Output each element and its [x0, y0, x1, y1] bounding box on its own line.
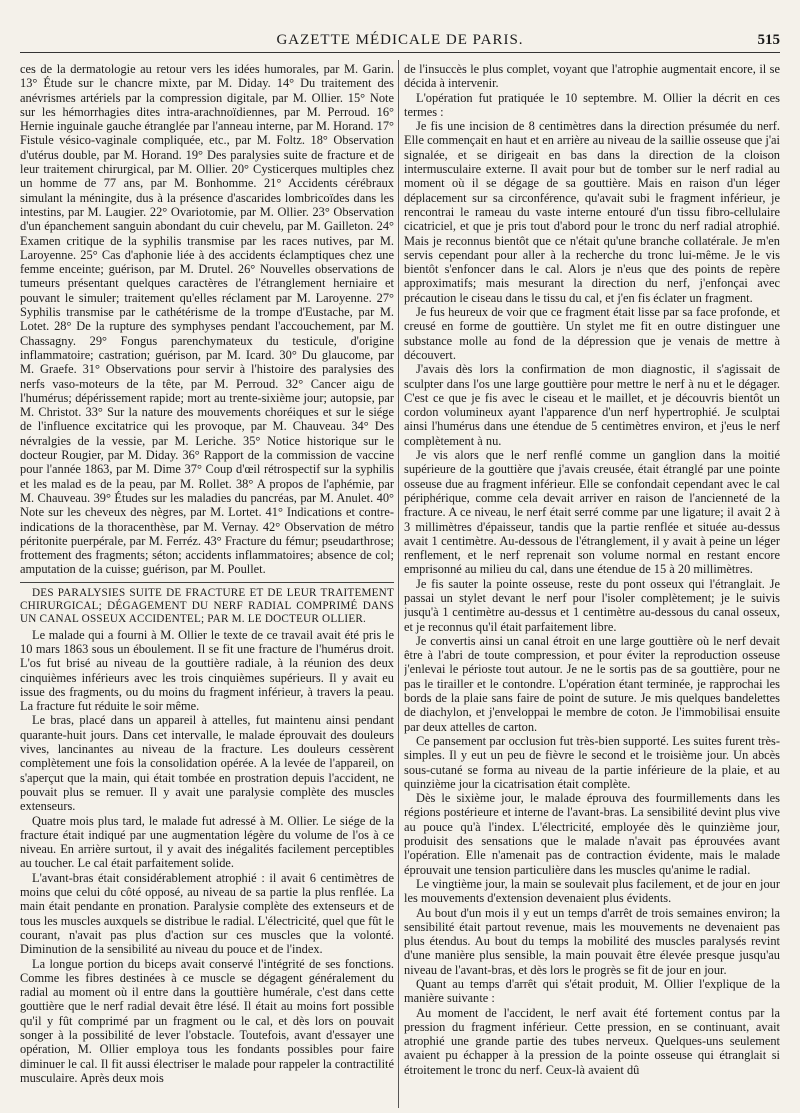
- body-paragraph: Quatre mois plus tard, le malade fut adressé à M. Ollier. Le siége de la fracture était indiqué par une augmentation légère du volume de l'os à ce niveau. En arrière surtout, il y avait des inégalités facilement perceptibles au toucher. Le cal était parfaitement solide.: [20, 813, 394, 871]
- body-paragraph: Je fus heureux de voir que ce fragment était lisse par sa face profonde, et creusé en forme de gouttière. Un stylet me fit en outre distinguer une substance molle au fond de la dépression que je venais de mettre à découvert.: [404, 305, 780, 362]
- body-paragraph: Je fis sauter la pointe osseuse, reste du pont osseux qui l'étranglait. Je passai un stylet devant le nerf pour l'isoler complètement; je le suivis jusqu'à 1 centimètre au-dessus et 1 centimètre au-dessous du canal osseux, et je reconnus qu'il était parfaitement libre.: [404, 576, 780, 634]
- right-column: [404, 62, 780, 1107]
- body-paragraph: L'avant-bras était considérablement atrophié : il avait 6 centimètres de moins que celui du côté opposé, au niveau de sa partie la plus renflée. La main était pendante en pronation. Paralysie complète des extenseurs et de tous les muscles auxquels se distribue le radial. L'électricité, quel que fût le courant, n'avait pas plus d'action sur ces muscles que la volonté. Diminution de la sensibilité au niveau du pouce et de l'index.: [20, 870, 394, 957]
- body-paragraph: de l'insuccès le plus complet, voyant que l'atrophie augmentait encore, il se décida à intervenir.: [404, 62, 780, 91]
- section-separator: [20, 582, 394, 583]
- body-paragraph: Le vingtième jour, la main se soulevait plus facilement, et de jour en jour les mouvements d'extension devenaient plus évidents.: [404, 876, 780, 906]
- section-title: DES PARALYSIES SUITE DE FRACTURE ET DE LEUR TRAITEMENT CHIRURGICAL; DÉGAGEMENT DU NERF RADIAL COMPRIMÉ DANS UN CANAL OSSEUX ACCIDENTEL; PAR M. LE DOCTEUR OLLIER.: [20, 586, 394, 625]
- body-paragraph: Je fis une incision de 8 centimètres dans la direction présumée du nerf. Elle commençait en haut et en arrière au niveau de la saillie osseuse que j'ai signalée, et se dirigeait en bas dans la direction de la cloison intermusculaire externe. Il avait pour but de tomber sur le nerf radial au moment où il se dégage de sa gouttière. Mais en raison d'un léger déplacement sur sa circonférence, qu'avait subi le fragment inférieur, je rencontrai le rameau du vaste interne entouré d'un tissu fibro-cellulaire cicatriciel, et que je pris tout d'abord pour le tronc du nerf radial atrophié. Mais je reconnus bientôt que ce n'était qu'une branche collatérale. Je m'en servis cependant pour aller à la recherche du tronc lui-même. Je le vis bientôt s'enfoncer dans le cal. Alors je n'eus que des points de repère approximatifs; mais mesurant la direction du nerf, j'enfonçai avec précaution le ciseau dans le tissu du cal, et j'en fis éclater un fragment.: [404, 119, 780, 305]
- body-paragraph: Je vis alors que le nerf renflé comme un ganglion dans la moitié supérieure de la gouttière que j'avais creusée, était étranglé par une pointe osseuse due au fragment inférieur. Elle se confondait cependant avec le cal périphérique, comme cela devait arriver en raison de l'ancienneté de la fracture. A ce niveau, le nerf était serré comme par une ligature; il avait 2 à 3 millimètres d'épaisseur, tandis que la partie renflée et située au-dessus avait 1 centimètre. Au-dessous de l'étranglement, il y avait à peine un léger renflement, et le nerf reprenait son volume normal en restant encore emprisonné au milieu du cal, dans une étendue de 15 à 20 millimètres.: [404, 448, 780, 577]
- body-paragraph: Le malade qui a fourni à M. Ollier le texte de ce travail avait été pris le 10 mars 1863 sous un éboulement. Il se fit une fracture de l'humérus droit. L'os fut brisé au niveau de la gouttière radiale, à la réunion des deux cinquièmes inférieurs avec les trois cinquièmes supérieurs. Il y avait eu issue des fragments, ou du moins du fragment inférieur, à travers la peau. La fracture fut réduite le soir même.: [20, 627, 394, 714]
- body-paragraph: L'opération fut pratiquée le 10 septembre. M. Ollier la décrit en ces termes :: [404, 90, 780, 119]
- body-paragraph: Au bout d'un mois il y eut un temps d'arrêt de trois semaines environ; la sensibilité était partout revenue, mais les mouvements ne devenaient pas plus étendus. Au bout du temps la mobilité des muscles paralysés revint d'une manière plus sensible, la main pouvait être élevée presque jusqu'au niveau de l'avant-bras, et dès lors le progrès se fit de jour en jour.: [404, 905, 780, 977]
- body-paragraph: Quant au temps d'arrêt qui s'était produit, M. Ollier l'explique de la manière suivante :: [404, 977, 780, 1006]
- left-column: [20, 62, 394, 1107]
- body-paragraph: Dès le sixième jour, le malade éprouva des fourmillements dans les régions postérieure et interne de l'avant-bras. La sensibilité devint plus vive au pouce qu'à l'index. L'électricité, employée dès le quinzième jour, produisit des sensations que le malade n'avait pas éprouvées avant l'opération. Elle n'amenait pas de contraction évidente, mais le malade éprouvait une tension particulière dans les muscles qu'anime le radial.: [404, 791, 780, 877]
- body-paragraph: Au moment de l'accident, le nerf avait été fortement contus par la pression du fragment inférieur. Cette pression, en se continuant, avait atrophié une grande partie des tubes nerveux. Quelques-uns seulement avaient pu échapper à la pression de la pointe osseuse qui étranglait si étroitement le tronc du nerf. Ceux-là avaient dû: [404, 1005, 780, 1077]
- article-list-paragraph: ces de la dermatologie au retour vers les idées humorales, par M. Garin. 13° Étude sur le chancre mixte, par M. Diday. 14° Du traitement des anévrismes artériels par la compression digitale, par M. Ollier. 15° Note sur les hémorrhagies dites intra-arachnoïdiennes, par M. Perroud. 16° Hernie inguinale gauche étranglée par l'anneau interne, par M. Horand. 17° Fistule vésico-vaginale compliquée, etc., par M. Foltz. 18° Observation d'utérus double, par M. Horand. 19° Des paralysies suite de fracture et de leur traitement chirurgical, par M. Ollier. 20° Cysticerques multiples chez un homme de 77 ans, par M. Bonhomme. 21° Accidents cérébraux simulant la méningite, dus à la présence d'ascarides lombricoïdes dans les intestins, par M. Laugier. 22° Ovariotomie, par M. Ollier. 23° Observation d'un épanchement sanguin abondant du cuir chevelu, par M. Gailleton. 24° Examen critique de la syphilis transmise par les races nutives, par M. Laroyenne. 25° Cas d'aphonie liée à des accidents éclamptiques chez une femme enceinte; guérison, par M. Drutel. 26° Nouvelles observations de tumeurs présentant quelques caractères de l'étranglement herniaire et pouvant le simuler; traitement qu'elles réclament par M. Laroyenne. 27° Syphilis transmise par le cathétérisme de la trompe d'Eustache, par M. Lotet. 28° De la rupture des symphyses pendant l'accouchement, par M. Chassagny. 29° Fongus parenchymateux du testicule, d'origine inflammatoire; castration; guérison, par M. Icard. 30° Du glaucome, par M. Graefe. 31° Observations pour servir à l'histoire des paralysies des nerfs vaso-moteurs de la tête, par M. Perroud. 32° Cancer aigu de l'humérus; dépérissement rapide; mort au trente-sixième jour; autopsie, par M. Christot. 33° Sur la nature des mouvements choréiques et sur le siége de l'influence excitatrice qui les provoque, par M. Chauveau. 34° Des névralgies de la vessie, par M. Leriche. 35° Notice historique sur le docteur Rougier, par M. Diday. 36° Rapport de la commission de vaccine pour l'année 1863, par M. Dime 37° Coup d'œil rétrospectif sur la syphilis et les malad es de la peau, par M. Rollet. 38° A propos de l'aphémie, par M. Chauveau. 39° Études sur les maladies du pancréas, par M. Anulet. 40° Note sur les cheveux des nègres, par M. Lortet. 41° Indications et contre-indications de la thoracenthèse, par M. Vernay. 42° Observation de métro péritonite puerpérale, par M. Ferréz. 43° Fracture du fémur; pseudarthrose; frottement des fragments; séton; accidents inflammatoires; absence de col; amputation de la cuisse; guérison, par M. Poullet.: [20, 62, 394, 577]
- page-number: 515: [757, 32, 780, 48]
- journal-title: GAZETTE MÉDICALE DE PARIS.: [276, 32, 524, 48]
- column-divider: [398, 60, 399, 1108]
- body-paragraph: La longue portion du biceps avait conservé l'intégrité de ses fonctions. Comme les fibres destinées à ce muscle se dégagent généralement du radial au moment où il entre dans la gouttière humérale, c'est dans cette gouttière que le nerf radial devait être lésé. Il était au moins fort possible qu'il y fût comprimé par un fragment ou le cal, et dès lors on pouvait songer à la possibilité de lever l'obstacle. Toutefois, avant d'essayer une opération, M. Ollier employa tous les fondants possibles pour faire diminuer le cal. Il fit aussi électriser le malade pour rappeler la contractilité musculaire. Après deux mois: [20, 956, 394, 1085]
- body-paragraph: Le bras, placé dans un appareil à attelles, fut maintenu ainsi pendant quarante-huit jours. Dans cet intervalle, le malade éprouvait des douleurs vives, lancinantes au niveau de la fracture. Les douleurs cessèrent complètement une fois la consolidation opérée. A la levée de l'appareil, on s'aperçut que la main, qui était tombée en prostration depuis l'accident, ne pouvait plus se remuer. Il y avait une paralysie complète des muscles extenseurs.: [20, 713, 394, 814]
- body-paragraph: Ce pansement par occlusion fut très-bien supporté. Les suites furent très-simples. Il y eut un peu de fièvre le second et le troisième jour. Un abcès sous-cutané se forma au niveau de la partie inférieure de la plaie, et au quinzième jour la cicatrisation était complète.: [404, 733, 780, 791]
- page-header: [20, 30, 780, 53]
- body-paragraph: Je convertis ainsi un canal étroit en une large gouttière où le nerf devait être à l'abri de toute compression, et pour éviter la reproduction osseuse j'enlevai le périoste tout autour. Je ne le sortis pas de sa gouttière, pour ne pas le tirailler et le contondre. L'opération étant terminée, je rapprochai les bords de la plaie sans faire de point de suture. Je mis quelques bandelettes de diachylon, et j'enveloppai le membre de coton. Je l'immobilisai ensuite par deux attelles de carton.: [404, 633, 780, 734]
- body-paragraph: J'avais dès lors la confirmation de mon diagnostic, il s'agissait de sculpter dans l'os une large gouttière pour mettre le nerf à nu et le dégager. C'est ce que je fis avec le ciseau et le maillet, et je découvris bientôt un cordon volumineux ayant l'apparence d'un nerf hypertrophié. Je sculptai ainsi l'humérus dans une étendue de 5 centimètres environ, et j'eus le nerf complètement à nu.: [404, 362, 780, 448]
